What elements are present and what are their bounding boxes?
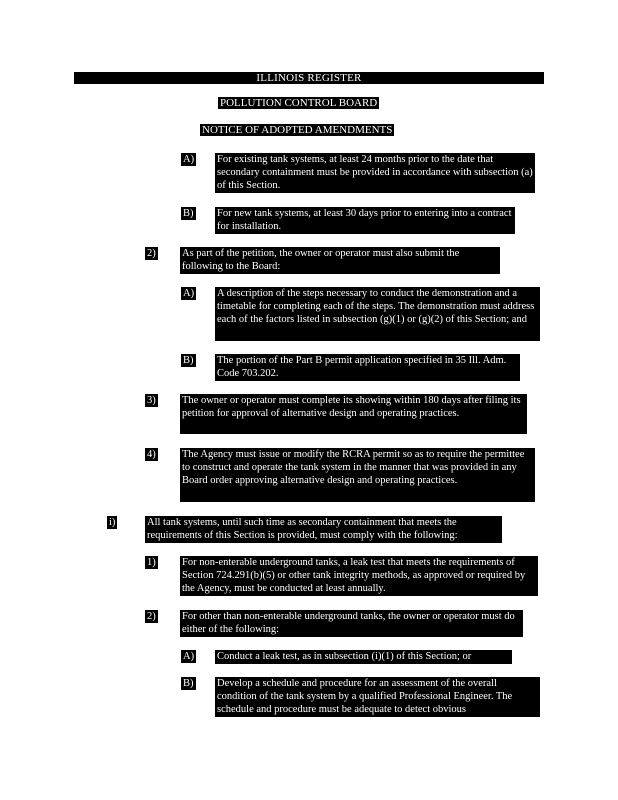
item-text: All tank systems, until such time as secondary containment that meets the requirements of this Section is provided, must comply with the following:	[145, 516, 502, 543]
item-label: 2)	[147, 611, 156, 622]
item-text: For existing tank systems, at least 24 months prior to the date that secondary containment must be provided in accordance with subsection (a) of this Section.	[215, 153, 535, 193]
item-label: B)	[183, 678, 194, 689]
item-text: The portion of the Part B permit application specified in 35 Ill. Adm. Code 703.202.	[215, 354, 520, 381]
item-text: For new tank systems, at least 30 days prior to entering into a contract for installation.	[215, 207, 515, 234]
item-label: 1)	[147, 557, 156, 568]
item-text: Develop a schedule and procedure for an assessment of the overall condition of the tank system by a qualified Professional Engineer. The schedule and procedure must be adequate to detect obvious	[215, 677, 540, 717]
item-label: A)	[183, 288, 195, 299]
item-label: B)	[183, 208, 194, 219]
item-text: The owner or operator must complete its showing within 180 days after filing its petition for approval of alternative design and operating practices.	[180, 394, 527, 434]
register-title: ILLINOIS REGISTER	[256, 72, 362, 84]
item-label: i)	[109, 517, 116, 528]
board-heading: POLLUTION CONTROL BOARD	[220, 97, 378, 109]
item-label: A)	[183, 154, 195, 165]
item-label: 3)	[147, 395, 156, 406]
item-text: For non-enterable underground tanks, a leak test that meets the requirements of Section 724.291(b)(5) or other tank integrity methods, as approved or required by the Agency, must be conducted at least annually.	[180, 556, 538, 596]
item-text: For other than non-enterable underground tanks, the owner or operator must do either of the following:	[180, 610, 523, 637]
item-text: A description of the steps necessary to conduct the demonstration and a timetable for completing each of the steps. The demonstration must address each of the factors listed in subsection (g)(1) or (g)(2) of this Section; and	[215, 287, 540, 341]
item-label: B)	[183, 355, 194, 366]
notice-heading: NOTICE OF ADOPTED AMENDMENTS	[202, 124, 393, 136]
item-label: A)	[183, 651, 195, 662]
item-label: 2)	[147, 248, 156, 259]
item-label: 4)	[147, 449, 156, 460]
item-text: As part of the petition, the owner or operator must also submit the following to the Board:	[180, 247, 500, 274]
item-text: The Agency must issue or modify the RCRA permit so as to require the permittee to construct and operate the tank system in the manner that was provided in any Board order approving alternative design and operating practices.	[180, 448, 535, 502]
register-header-bar	[74, 72, 544, 84]
item-text: Conduct a leak test, as in subsection (i)(1) of this Section; or	[215, 650, 512, 664]
